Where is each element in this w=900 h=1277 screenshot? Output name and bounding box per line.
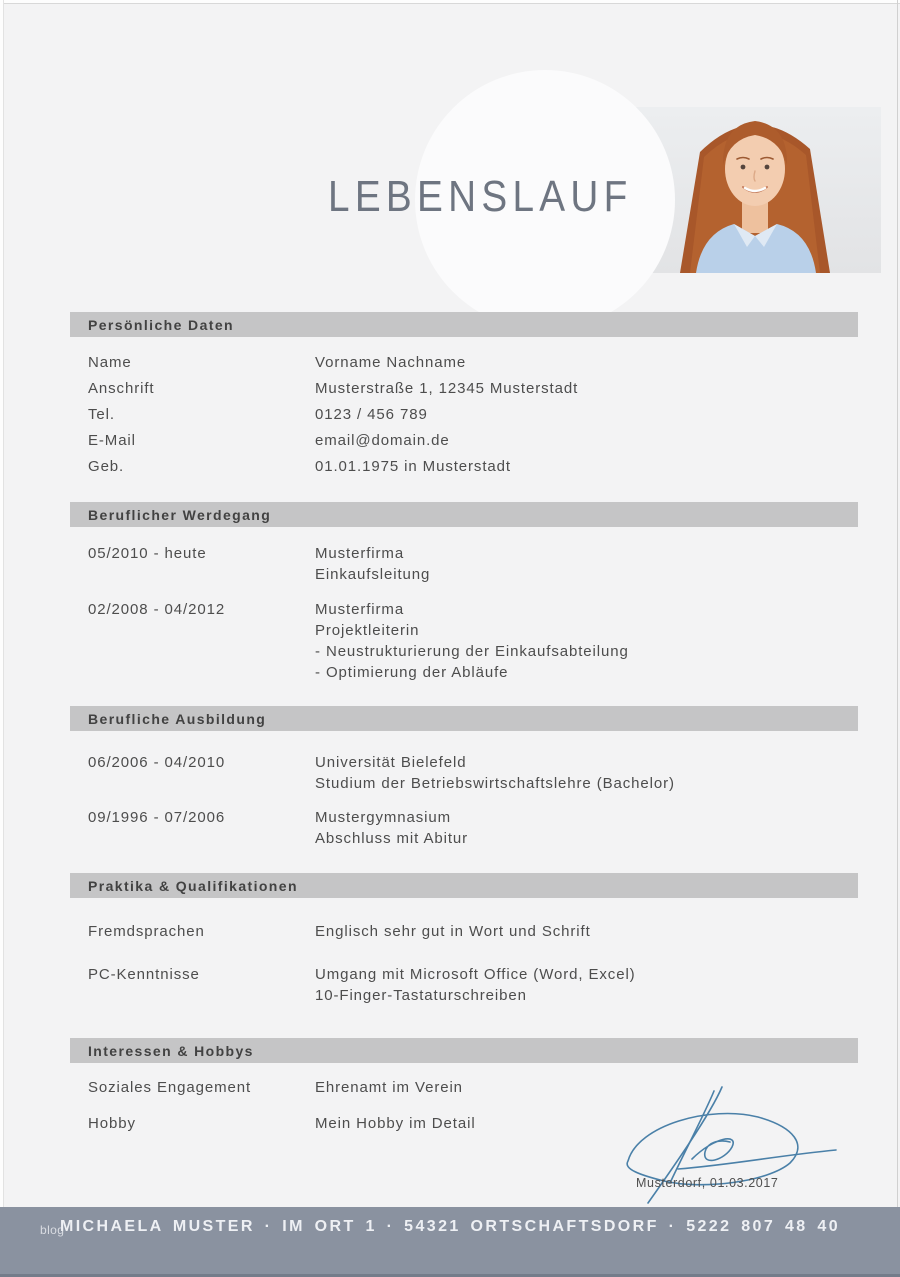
value-line: Studium der Betriebswirtschaftslehre (Bachelor) xyxy=(315,775,675,792)
row-label: 09/1996 - 07/2006 xyxy=(88,809,226,826)
section-career xyxy=(70,502,858,697)
cv-row xyxy=(70,430,858,451)
cv-row xyxy=(70,752,858,794)
row-value xyxy=(315,1113,476,1134)
row-label: Tel. xyxy=(88,406,115,423)
section-header-bar xyxy=(70,502,858,527)
section-title: Praktika & Qualifikationen xyxy=(88,877,298,894)
section-rows xyxy=(70,527,858,683)
value-line: Englisch sehr gut in Wort und Schrift xyxy=(315,923,591,940)
cv-row xyxy=(70,543,858,585)
row-label: Geb. xyxy=(88,458,125,475)
row-value xyxy=(315,752,675,794)
row-label: E-Mail xyxy=(88,432,136,449)
row-value xyxy=(315,404,428,425)
value-line: Vorname Nachname xyxy=(315,354,467,371)
section-title: Berufliche Ausbildung xyxy=(88,710,267,727)
value-line: email@domain.de xyxy=(315,432,450,449)
row-value xyxy=(315,921,591,942)
row-label: 05/2010 - heute xyxy=(88,545,207,562)
cv-row xyxy=(70,456,858,477)
footer-watermark: blog xyxy=(40,1223,65,1237)
section-title: Interessen & Hobbys xyxy=(88,1042,254,1059)
section-rows xyxy=(70,731,858,849)
section-rows xyxy=(70,898,858,1006)
row-label: 02/2008 - 04/2012 xyxy=(88,601,226,618)
value-line: Mustergymnasium xyxy=(315,809,452,826)
section-education xyxy=(70,706,858,862)
section-header-bar xyxy=(70,1038,858,1063)
page-title: LEBENSLAUF xyxy=(328,172,633,221)
row-label: Name xyxy=(88,354,132,371)
row-value xyxy=(315,964,636,1006)
value-line: 0123 / 456 789 xyxy=(315,406,428,423)
cv-row xyxy=(70,599,858,683)
row-label: Fremdsprachen xyxy=(88,923,205,940)
footer-contact-line: MICHAELA MUSTER · IM ORT 1 · 54321 ORTSCHAFTSDORF · 5222 807 48 40 xyxy=(59,1218,841,1235)
page-edge-right xyxy=(897,0,898,1277)
footer-bar xyxy=(0,1207,900,1277)
value-line: Umgang mit Microsoft Office (Word, Excel) xyxy=(315,966,636,983)
row-value xyxy=(315,456,511,477)
value-line: Projektleiterin xyxy=(315,622,420,639)
row-value xyxy=(315,352,466,373)
section-header-bar xyxy=(70,312,858,337)
row-value xyxy=(315,599,629,683)
value-line: Musterfirma xyxy=(315,545,405,562)
value-line: 10-Finger-Tastaturschreiben xyxy=(315,987,527,1004)
row-label: Hobby xyxy=(88,1115,136,1132)
row-value xyxy=(315,543,430,585)
value-line: - Optimierung der Abläufe xyxy=(315,664,509,681)
row-label: 06/2006 - 04/2010 xyxy=(88,754,226,771)
value-line: Mein Hobby im Detail xyxy=(315,1115,476,1132)
row-value xyxy=(315,378,578,399)
signature-place-date: Musterdorf, 01.03.2017 xyxy=(636,1176,779,1190)
section-rows xyxy=(70,337,858,477)
value-line: Musterfirma xyxy=(315,601,405,618)
value-line: Einkaufsleitung xyxy=(315,566,431,583)
row-value xyxy=(315,1077,463,1098)
cv-row xyxy=(70,352,858,373)
section-title: Beruflicher Werdegang xyxy=(88,506,272,523)
cv-row xyxy=(70,378,858,399)
value-line: Universität Bielefeld xyxy=(315,754,467,771)
value-line: - Neustrukturierung der Einkaufsabteilung xyxy=(315,643,629,660)
section-header-bar xyxy=(70,873,858,898)
cv-row xyxy=(70,964,858,1006)
section-title: Persönliche Daten xyxy=(88,316,234,333)
row-label: PC-Kenntnisse xyxy=(88,966,200,983)
row-label: Soziales Engagement xyxy=(88,1079,252,1096)
section-header-bar xyxy=(70,706,858,731)
cv-row xyxy=(70,921,858,942)
value-line: Abschluss mit Abitur xyxy=(315,830,469,847)
cv-row xyxy=(70,807,858,849)
value-line: Musterstraße 1, 12345 Musterstadt xyxy=(315,380,579,397)
row-label: Anschrift xyxy=(88,380,155,397)
row-value xyxy=(315,430,450,451)
page-edge-top xyxy=(0,0,900,4)
cv-row xyxy=(70,404,858,425)
row-value xyxy=(315,807,468,849)
section-qualifications xyxy=(70,873,858,1028)
section-personal-data xyxy=(70,312,858,482)
page-edge-left xyxy=(0,0,4,1277)
value-line: 01.01.1975 in Musterstadt xyxy=(315,458,511,475)
value-line: Ehrenamt im Verein xyxy=(315,1079,463,1096)
